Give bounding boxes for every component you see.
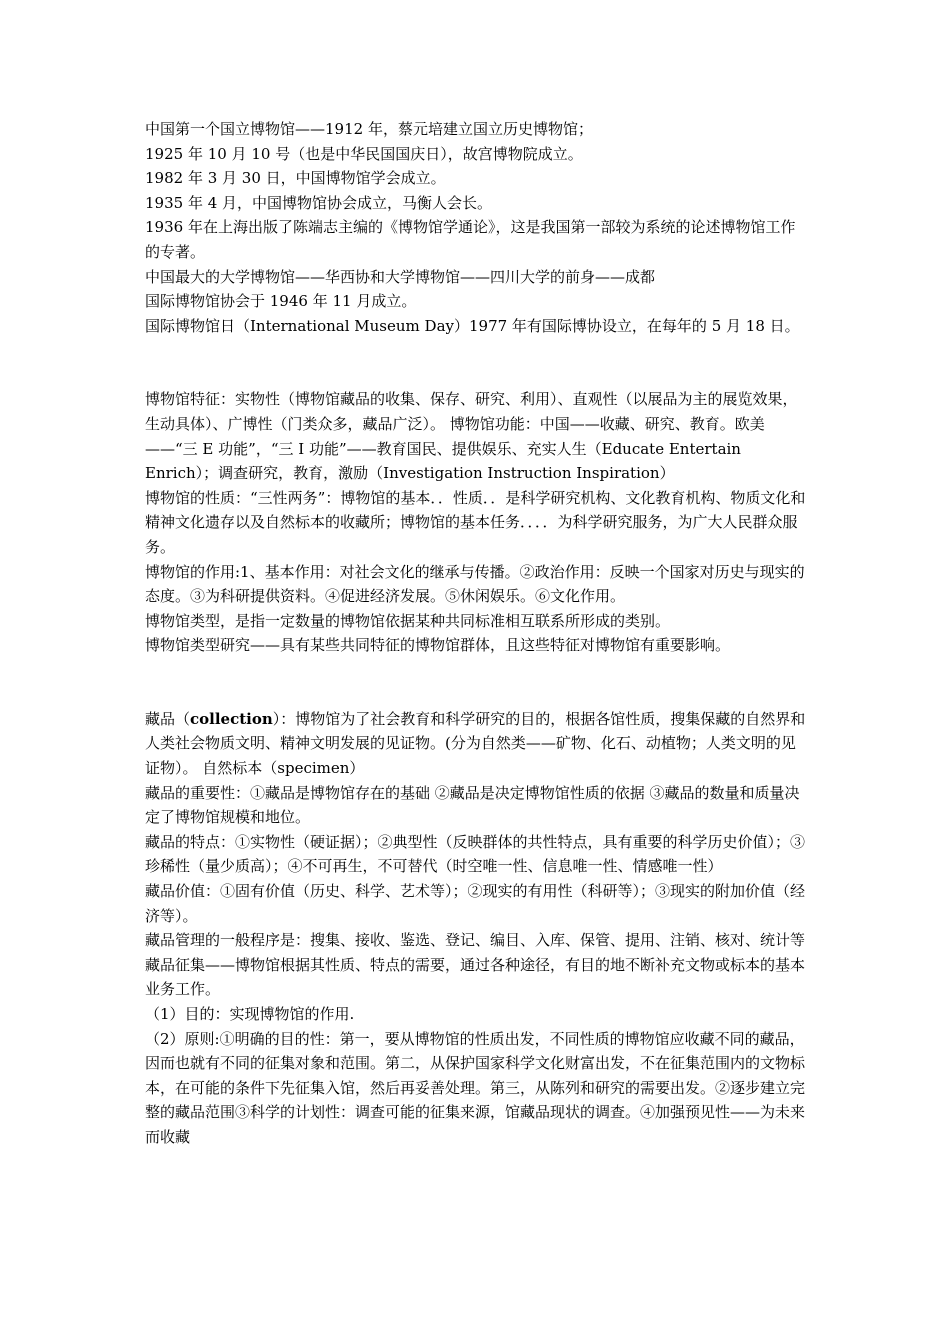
- paragraph: 藏品的特点：①实物性（硬证据）；②典型性（反映群体的共性特点，具有重要的科学历史价值）；③珍稀性（量少质高）；④不可再生，不可替代（时空唯一性、信息唯一性、情感唯一性）: [145, 832, 806, 876]
- paragraph: 藏品的重要性：①藏品是博物馆存在的基础 ②藏品是决定博物馆性质的依据 ③藏品的数量和质量决定了博物馆规模和地位。: [145, 783, 800, 827]
- paragraph: 博物馆类型，是指一定数量的博物馆依据某种共同标准相互联系所形成的类别。: [145, 611, 671, 630]
- paragraph: （1）目的：实现博物馆的作用.: [145, 1005, 355, 1023]
- paragraph: 1935 年 4 月，中国博物馆协会成立，马衡人会长。: [145, 193, 493, 212]
- paragraph: 中国第一个国立博物馆——1912 年，蔡元培建立国立历史博物馆；: [145, 120, 593, 138]
- paragraph: 1936 年在上海出版了陈端志主编的《博物馆学通论》，这是我国第一部较为系统的论述博物馆工作的专著。: [145, 218, 796, 261]
- paragraph: 藏品价值：①固有价值（历史、科学、艺术等）；②现实的有用性（科研等）；③现实的附加价值（经济等）。: [145, 882, 806, 925]
- paragraph: 国际博物馆日（International Museum Day）1977 年有国际博协设立，在每年的 5 月 18 日。: [145, 316, 800, 335]
- paragraph: 藏品征集——博物馆根据其性质、特点的需要，通过各种途径，有目的地不断补充文物或标本的基本业务工作。: [145, 955, 806, 999]
- blank-space: [145, 658, 810, 707]
- collection-section: [145, 707, 810, 1150]
- paragraph: 博物馆类型研究——具有某些共同特征的博物馆群体，且这些特征对博物馆有重要影响。: [145, 636, 731, 655]
- paragraph: （2）原则:①明确的目的性：第一，要从博物馆的性质出发，不同性质的博物馆应收藏不同的藏品，因而也就有不同的征集对象和范围。第二，从保护国家科学文化财富出发，不在征集范围内的文物标本，在可能的条件下先征集入馆，然后再妥善处理。第三，从陈列和研究的需要出发。②逐步建立完整的藏品范围③科学的计划性：调查可能的征集来源，馆藏品现状的调查。④加强预见性——为未来而收藏: [145, 1029, 806, 1146]
- document-body: [145, 117, 810, 1150]
- paragraph: 国际博物馆协会于 1946 年 11 月成立。: [145, 292, 417, 311]
- paragraph: 1982 年 3 月 30 日，中国博物馆学会成立。: [145, 169, 446, 188]
- paragraph: 博物馆的作用:1、基本作用：对社会文化的继承与传播。②政治作用：反映一个国家对历史与现实的态度。③为科研提供资料。④促进经济发展。⑤休闲娱乐。⑥文化作用。: [145, 562, 805, 606]
- paragraph: 中国最大的大学博物馆——华西协和大学博物馆——四川大学的前身——成都: [145, 267, 656, 286]
- collection-word: collection: [190, 709, 273, 728]
- history-section: [145, 117, 810, 338]
- paragraph: 博物馆特征：实物性（博物馆藏品的收集、保存、研究、利用）、直观性（以展品为主的展览效果，生动具体）、广博性（门类众多，藏品广泛）。 博物馆功能：中国——收藏、研究、教育。欧美——“三 E 功能”，“三 I 功能”——教育国民、提供娱乐、充实人生（Educate Entertain Enrich）；调查研究，教育，激励（Investigation Instruction Inspiration）: [145, 390, 798, 483]
- paragraph: 藏品管理的一般程序是：搜集、接收、鉴选、登记、编目、入库、保管、提用、注销、核对、统计等: [145, 931, 806, 950]
- collection-definition: [145, 707, 810, 781]
- museum-features-section: [145, 387, 810, 658]
- blank-space: [145, 338, 810, 387]
- paragraph: 博物馆的性质：“三性两务”：博物馆的基本．．性质．．是科学研究机构、文化教育机构、物质文化和精神文化遗存以及自然标本的收藏所；博物馆的基本任务．．．．为科学研究服务，为广大人民群众服务。: [145, 488, 806, 556]
- collection-term: 藏品（: [145, 709, 191, 728]
- collection-rest: ）：博物馆为了社会教育和科学研究的目的，根据各馆性质，搜集保藏的自然界和人类社会物质文明、精神文明发展的见证物。(分为自然类——矿物、化石、动植物；人类文明的见证物）。 自然标本（specimen）: [145, 709, 806, 778]
- paragraph: 1925 年 10 月 10 号（也是中华民国国庆日），故宫博物院成立。: [145, 144, 583, 163]
